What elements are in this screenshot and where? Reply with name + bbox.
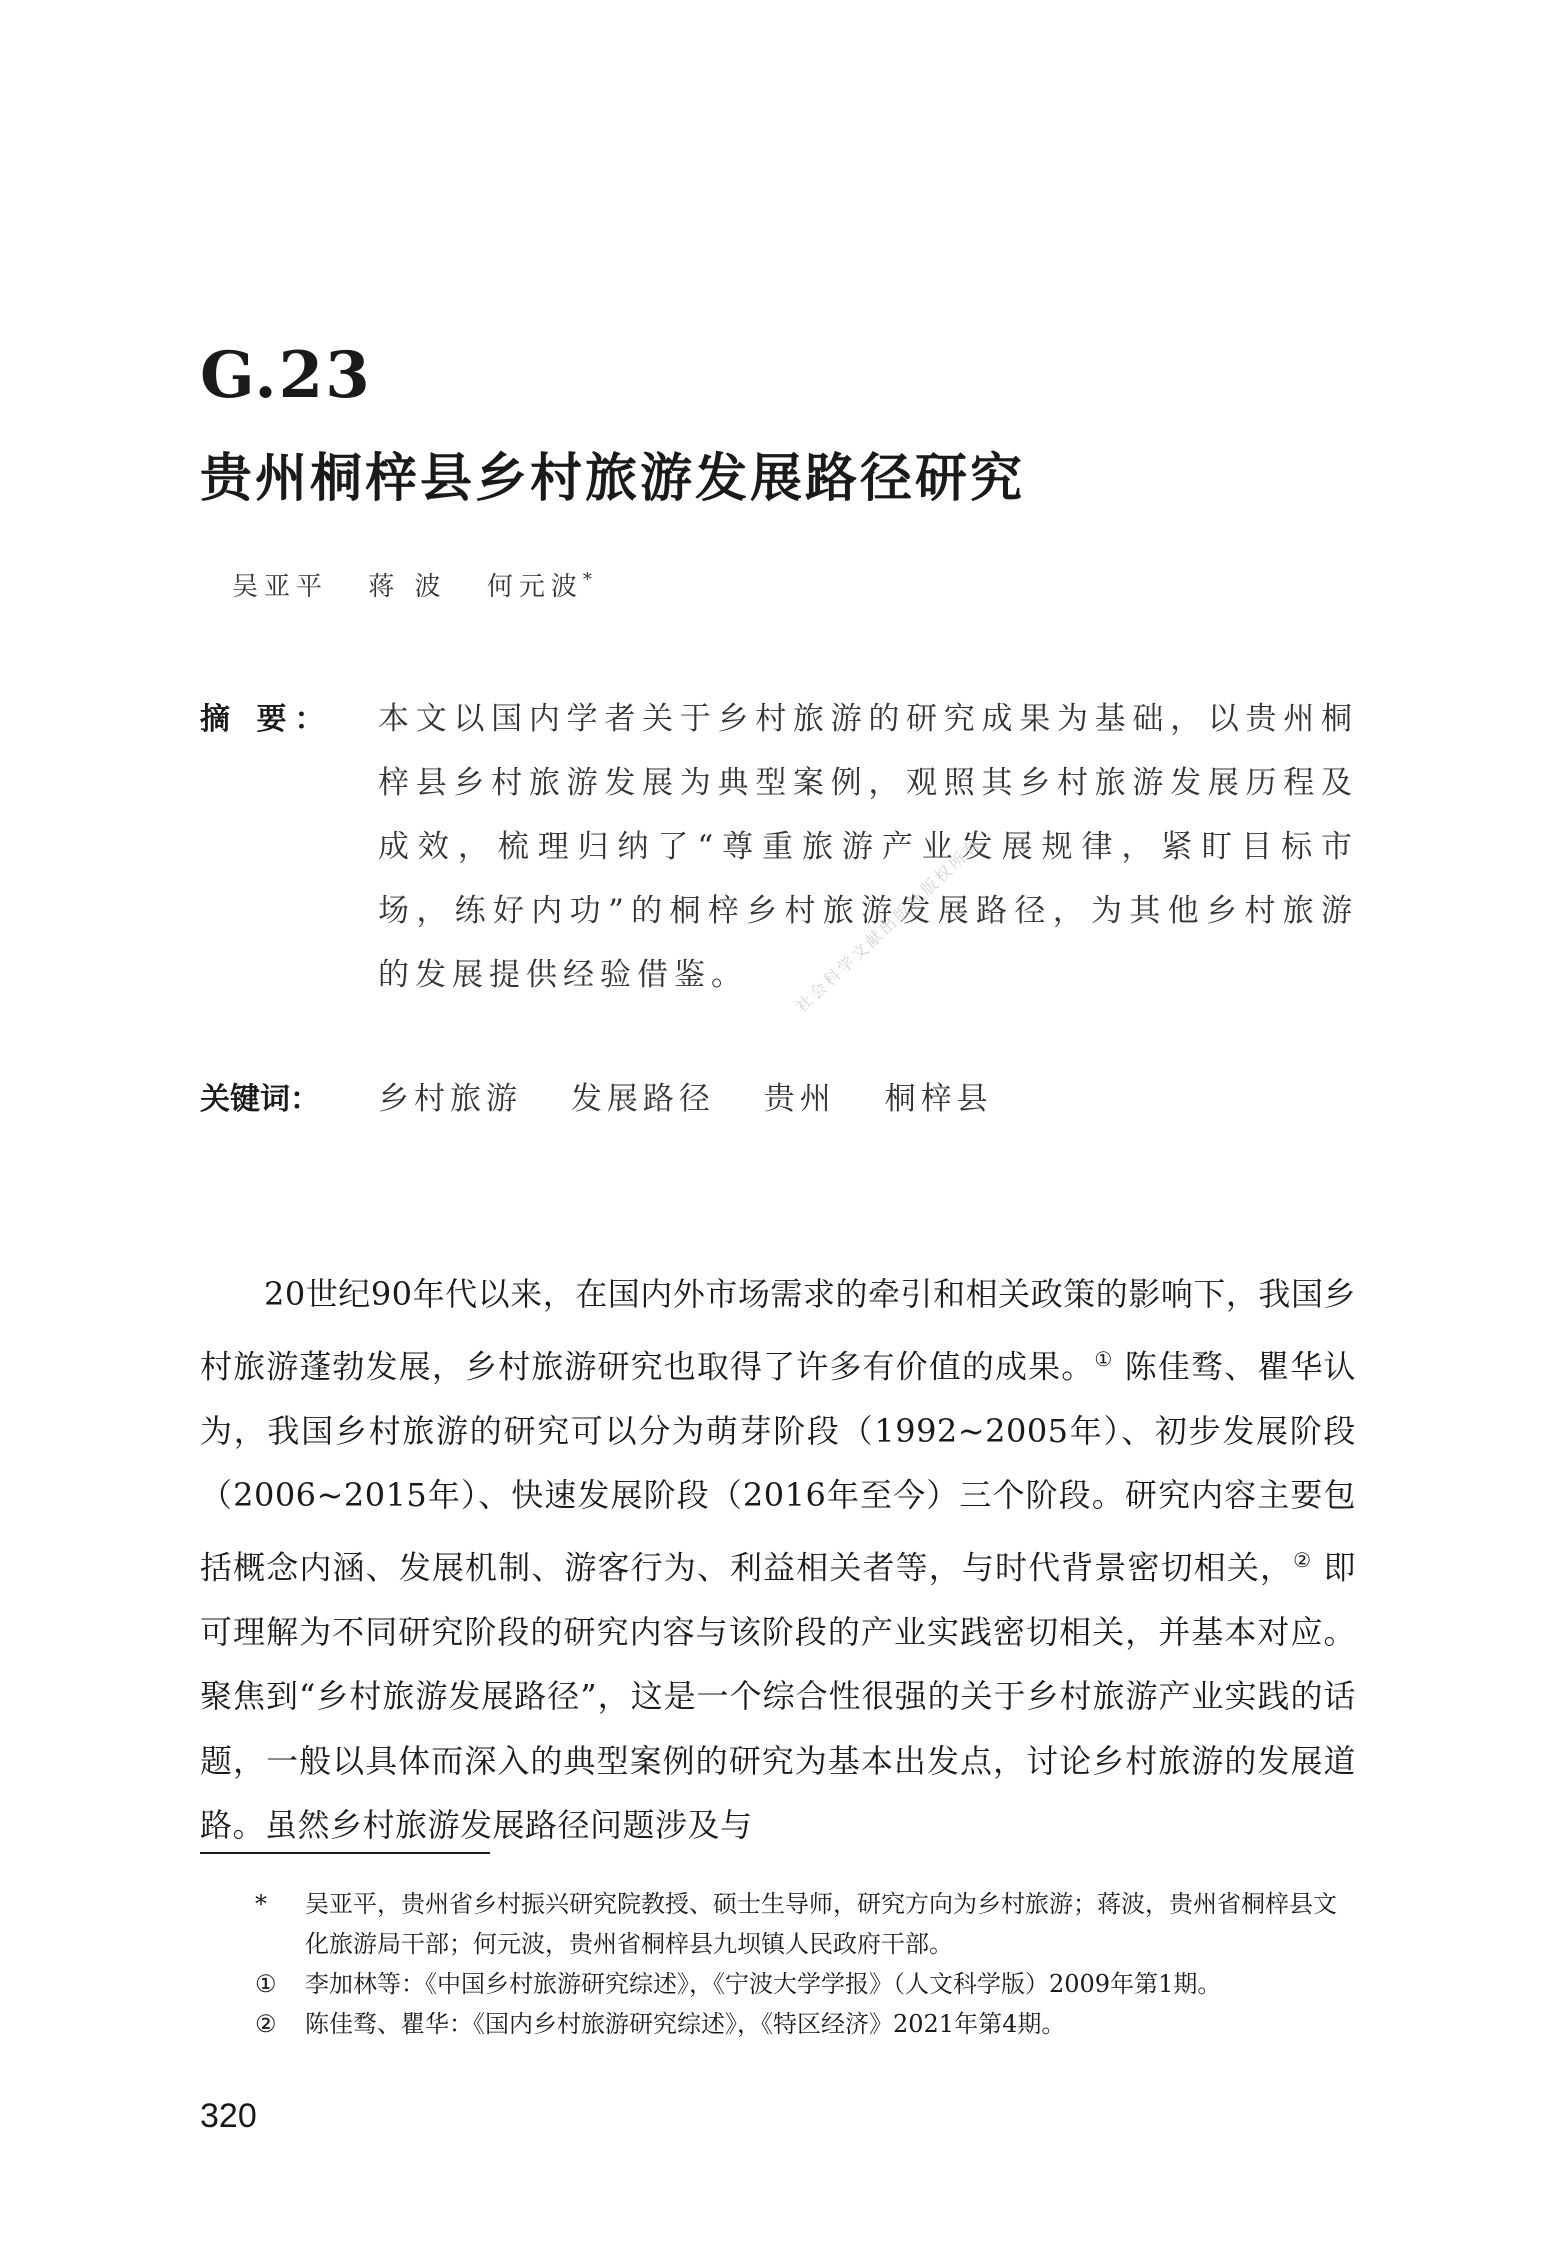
footnote-divider [200,1852,490,1854]
author-footnote-mark: * [582,569,598,591]
abstract-text: 本文以国内学者关于乡村旅游的研究成果为基础，以贵州桐梓县乡村旅游发展为典型案例，观照其乡村旅游发展历程及成效，梳理归纳了“尊重旅游产业发展规律，紧盯目标市场，练好内功”的桐梓乡村旅游发展路径，为其他乡村旅游的发展提供经验借鉴。 [378,701,1358,993]
footnote [255,1884,1360,1964]
footnote-text: 李加林等：《中国乡村旅游研究综述》，《宁波大学学报》（人文科学版）2009年第1期。 [305,1970,1222,1998]
keyword: 发展路径 [570,1081,715,1117]
author-name: 吴亚平 [232,572,329,602]
footnote-ref[interactable]: ① [1094,1346,1114,1371]
footnote-text: 吴亚平，贵州省乡村振兴研究院教授、硕士生导师，研究方向为乡村旅游；蒋波，贵州省桐梓县文化旅游局干部；何元波，贵州省桐梓县九坝镇人民政府干部。 [305,1890,1337,1958]
footnote [255,2004,1360,2044]
keywords-label: 关键词： [200,1082,320,1117]
abstract-label: 摘 要： [200,702,333,737]
author-name: 蒋 波 [368,572,447,602]
author-line [232,566,598,603]
watermark: 社会科学文献出版社版权所有 [792,833,986,1017]
body-paragraph [200,1262,1356,1858]
footnote-mark: * [255,1890,267,1918]
keyword: 桐梓县 [884,1081,993,1117]
footnote-mark: ① [255,1970,277,1998]
body-text [200,1262,1356,1858]
keyword: 贵州 [763,1081,836,1117]
body-text-segment: 20世纪90年代以来，在国内外市场需求的牵引和相关政策的影响下，我国乡村旅游蓬勃发展，乡村旅游研究也取得了许多有价值的成果。 [200,1275,1356,1386]
footnote-ref[interactable]: ② [1293,1547,1313,1572]
keyword: 乡村旅游 [378,1081,522,1117]
keywords-list [378,1073,993,1118]
footnotes [255,1884,1360,2044]
footnote-mark: ② [255,2010,277,2038]
body-text-segment: 即可理解为不同研究阶段的研究内容与该阶段的产业实践密切相关，并基本对应。聚焦到“乡村旅游发展路径”，这是一个综合性很强的关于乡村旅游产业实践的话题，一般以具体而深入的典型案例的研究为基本出发点，讨论乡村旅游的发展道路。虽然乡村旅游发展路径问题涉及与 [200,1548,1356,1845]
footnote [255,1964,1360,2004]
body-text-segment: 陈佳骛、瞿华认为，我国乡村旅游的研究可以分为萌芽阶段（1992~2005年）、初步发展阶段（2006~2015年）、快速发展阶段（2016年至今）三个阶段。研究内容主要包括概念内涵、发展机制、游客行为、利益相关者等，与时代背景密切相关， [200,1347,1356,1587]
article-title: 贵州桐梓县乡村旅游发展路径研究 [200,449,1026,509]
chapter-number: G.23 [200,338,372,413]
footnote-text: 陈佳骛、瞿华：《国内乡村旅游研究综述》，《特区经济》2021年第4期。 [305,2010,1066,2038]
page-number: 320 [200,2097,257,2135]
author-name: 何元波 [486,572,583,602]
